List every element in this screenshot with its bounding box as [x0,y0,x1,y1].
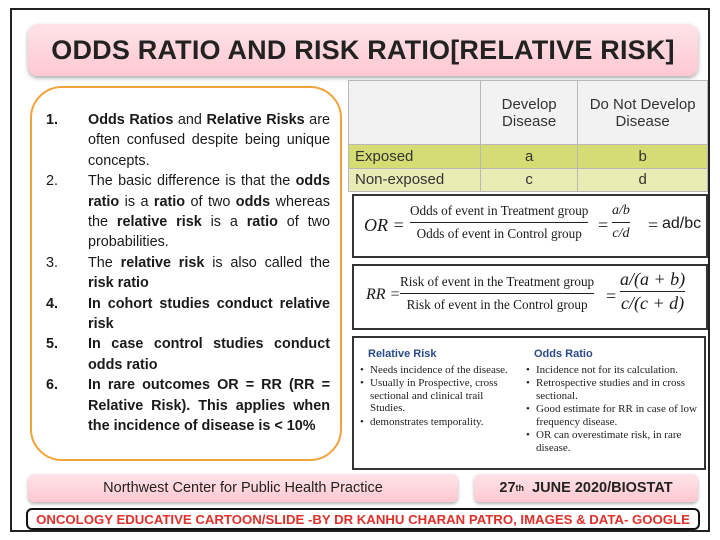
footer-date [474,474,698,502]
row-label-non-exposed: Non-exposed [349,168,481,192]
point-number: 3. [46,254,59,271]
relative-risk-heading: Relative Risk [368,348,437,360]
cell-c: c [481,168,578,192]
fraction-bar [410,222,588,223]
rr-word-fraction [400,274,594,313]
row-label-exposed: Exposed [349,145,481,169]
point-3 [46,253,330,294]
relative-risk-column [360,348,520,429]
or-letter-fraction [612,203,630,242]
or-letter-denominator: c/d [612,226,630,241]
list-item: • Good estimate for RR in case of low frequency disease. [526,403,698,428]
or-word-fraction [410,203,588,242]
rr-numerator: Risk of event in the Treatment group [400,274,595,289]
table-corner [349,81,481,145]
or-letter-numerator: a/b [612,203,630,218]
or-equals-2: = [648,215,659,235]
key-points-panel [30,86,342,461]
rr-denominator: Risk of event in the Control group [406,297,588,312]
odds-ratio-formula [352,194,708,258]
point-text: The relative risk is also called the risk ratio [88,254,331,292]
rr-letter-numerator: a/(a + b) [620,269,686,289]
slide [10,8,710,532]
or-result: ad/bc [662,215,702,232]
cell-d: d [578,168,708,192]
point-number: 5. [46,336,59,353]
point-number: 2. [46,173,59,190]
point-number: 6. [46,377,59,394]
or-denominator: Odds of event in Control group [416,226,582,241]
or-lhs: OR = [364,215,405,235]
relative-risk-formula [352,264,708,330]
point-text: In case control studies conduct odds ratio [88,336,330,373]
point-6 [46,375,330,436]
rr-equals: = [606,286,617,306]
cell-a: a [481,145,578,169]
list-item: • demonstrates temporality. [360,416,520,429]
odds-ratio-column [526,348,698,455]
cell-b: b [578,145,708,169]
list-item: • Usually in Prospective, cross sectional and clinical trail Studies. [360,377,520,415]
list-item: • Incidence not for its calculation. [526,364,698,377]
point-text: The basic difference is that the odds ratio is a ratio of two odds whereas the relative risk is a ratio of two probabilities. [88,173,330,251]
fraction-bar [620,291,685,292]
point-number: 1. [46,112,59,128]
point-1 [46,110,330,171]
rr-letter-fraction [620,269,685,314]
contingency-table [348,80,708,192]
list-item: • Retrospective studies and in cross sectional. [526,377,698,402]
point-text: Odds Ratios and Relative Risks are often confused despite being unique concepts. [88,112,330,169]
list-item: • Needs incidence of the disease. [360,364,520,377]
point-text: In rare outcomes OR = RR (RR = Relative Risk). This applies when the incidence of disease is < 10% [88,377,330,435]
date-rest: JUNE 2020/BIOSTAT [532,480,673,496]
date-suffix: th [515,483,525,493]
point-text: In cohort studies conduct relative risk [88,295,330,333]
rr-lhs: RR = [366,286,401,303]
point-4 [46,294,330,335]
point-5 [46,334,330,375]
point-2 [46,171,330,253]
odds-ratio-heading: Odds Ratio [534,348,593,360]
header-develop-disease: Develop Disease [481,81,578,145]
or-equals-1: = [598,215,609,235]
slide-title: ODDS RATIO AND RISK RATIO[RELATIVE RISK] [28,24,698,76]
fraction-bar [400,293,594,294]
table-row [349,168,708,192]
footer-organization: Northwest Center for Public Health Practice [28,474,458,502]
table-row [349,145,708,169]
fraction-bar [612,222,630,223]
point-number: 4. [46,295,59,312]
rr-letter-denominator: c/(c + d) [621,293,685,313]
date-day: 27 [499,480,516,496]
credit-banner: ONCOLOGY EDUCATIVE CARTOON/SLIDE -BY DR KANHU CHARAN PATRO, IMAGES & DATA- GOOGLE [26,508,700,530]
or-numerator: Odds of event in Treatment group [410,203,589,218]
list-item: • OR can overestimate risk, in rare disease. [526,429,698,454]
header-not-develop-disease: Do Not Develop Disease [578,81,708,145]
comparison-panel [352,336,706,470]
